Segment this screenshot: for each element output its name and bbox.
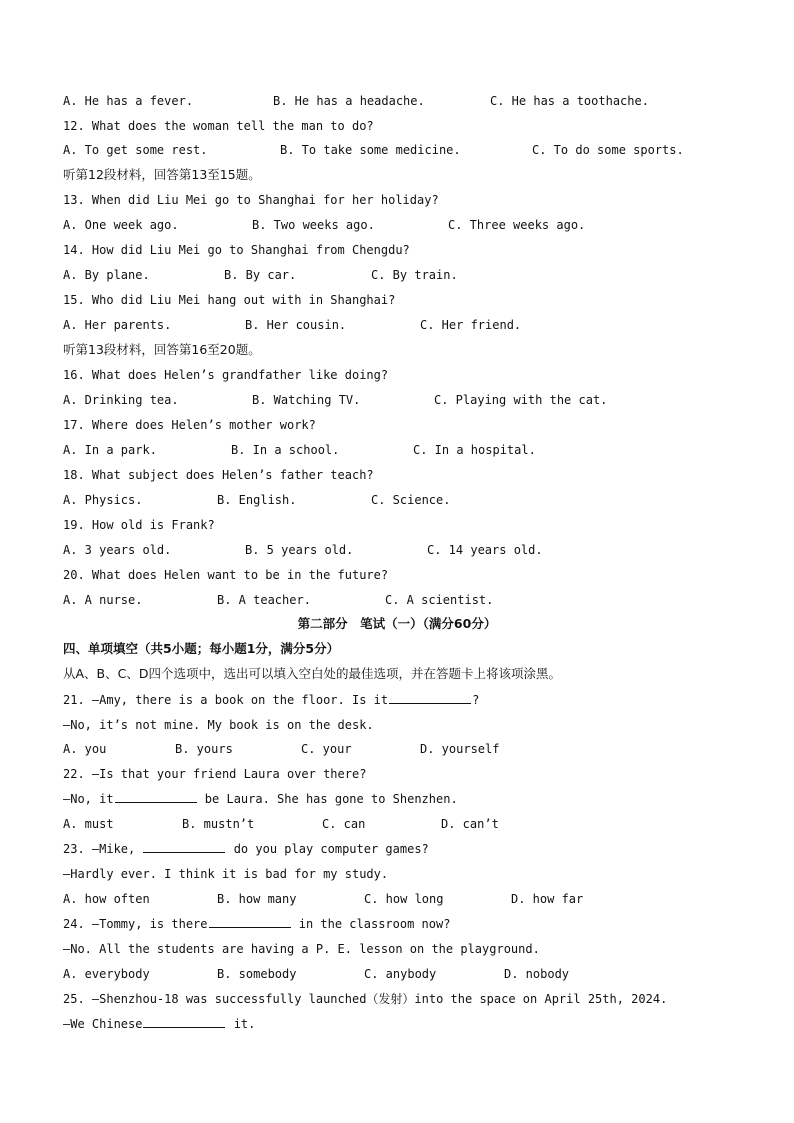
q17-option-b: B. In a school. [231,443,340,457]
q22-line1: 22. —Is that your friend Laura over there? [63,767,367,781]
q22-line2 [63,790,458,808]
q16-option-c: C. Playing with the cat. [434,393,608,407]
q24-option-b: B. somebody [217,967,297,981]
q24-option-a: A. everybody [63,967,150,981]
q22-blank [115,790,197,803]
q24-options [63,965,570,983]
q21-options [63,740,500,758]
q20-option-c: C. A scientist. [385,593,494,607]
q11-option-a: A. He has a fever. [63,94,194,108]
q19-option-b: B. 5 years old. [245,543,354,557]
q19-option-c: C. 14 years old. [427,543,543,557]
q21-line1-text: 21. —Amy, there is a book on the floor. Is it [63,693,389,707]
q17-options [63,441,536,459]
q14-stem: 14. How did Liu Mei go to Shanghai from Chengdu? [63,243,410,257]
q24-blank [209,915,291,928]
q11-option-b: B. He has a headache. [273,94,425,108]
q21-blank [389,691,471,704]
q13-options [63,216,586,234]
q23-option-c: C. how long [364,892,444,906]
q14-option-b: B. By car. [224,268,297,282]
q18-option-b: B. English. [217,493,297,507]
q13-stem: 13. When did Liu Mei go to Shanghai for her holiday? [63,193,439,207]
q16-option-a: A. Drinking tea. [63,393,179,407]
q20-option-b: B. A teacher. [217,593,311,607]
q24-option-d: D. nobody [504,967,570,981]
q21-line1-end: ? [472,693,480,707]
q16-options [63,391,608,409]
q15-option-c: C. Her friend. [420,318,522,332]
q22-option-b: B. mustn’t [182,817,255,831]
q22-options [63,815,499,833]
q12-options [63,141,684,159]
q15-options [63,316,522,334]
q19-options [63,541,543,559]
q13-option-c: C. Three weeks ago. [448,218,586,232]
q22-line2-text: —No, it [63,792,114,806]
instruction-section-13: 听第13段材料，回答第16至20题。 [63,342,261,357]
q24-line2: —No. All the students are having a P. E. lesson on the playground. [63,942,540,956]
q23-blank [143,840,225,853]
q25-line2-end: it. [226,1017,256,1031]
q23-options [63,890,584,908]
q23-option-a: A. how often [63,892,150,906]
q23-line1-end: do you play computer games? [226,842,429,856]
q14-option-c: C. By train. [371,268,458,282]
q20-option-a: A. A nurse. [63,593,143,607]
q12-stem: 12. What does the woman tell the man to do? [63,119,374,133]
q15-option-b: B. Her cousin. [245,318,347,332]
q24-line1-text: 24. —Tommy, is there [63,917,208,931]
q18-stem: 18. What subject does Helen’s father teach? [63,468,374,482]
q16-stem: 16. What does Helen’s grandfather like doing? [63,368,389,382]
q22-option-c: C. can [322,817,366,831]
q23-line2: —Hardly ever. I think it is bad for my study. [63,867,389,881]
q16-option-b: B. Watching TV. [252,393,361,407]
q21-option-b: B. yours [175,742,233,756]
q21-option-d: D. yourself [420,742,500,756]
q22-line2-end: be Laura. She has gone to Shenzhen. [197,792,458,806]
q15-option-a: A. Her parents. [63,318,172,332]
q22-option-d: D. can’t [441,817,499,831]
q25-line1: 25. —Shenzhou-18 was successfully launched（发射）into the space on April 25th, 2024. [63,992,668,1006]
q17-option-a: A. In a park. [63,443,157,457]
q23-line1 [63,840,429,858]
q13-option-a: A. One week ago. [63,218,179,232]
q24-line1 [63,915,450,933]
q24-line1-end: in the classroom now? [291,917,451,931]
q19-option-a: A. 3 years old. [63,543,172,557]
q25-line2 [63,1015,255,1033]
q21-option-a: A. you [63,742,107,756]
q18-option-c: C. Science. [371,493,451,507]
q11-option-c: C. He has a toothache. [490,94,649,108]
section4-instruction: 从A、B、C、D四个选项中，选出可以填入空白处的最佳选项，并在答题卡上将该项涂黑。 [63,666,561,681]
section4-title: 四、单项填空（共5小题；每小题1分，满分5分） [63,641,340,656]
q24-option-c: C. anybody [364,967,437,981]
q18-option-a: A. Physics. [63,493,143,507]
q17-option-c: C. In a hospital. [413,443,536,457]
q14-options [63,266,458,284]
q17-stem: 17. Where does Helen’s mother work? [63,418,316,432]
part2-title: 第二部分 笔试（一）（满分60分） [297,616,497,631]
q12-option-c: C. To do some sports. [532,143,684,157]
instruction-section-12: 听第12段材料，回答第13至15题。 [63,167,261,182]
q11-options [63,92,649,110]
q12-option-b: B. To take some medicine. [280,143,461,157]
q14-option-a: A. By plane. [63,268,150,282]
q23-option-b: B. how many [217,892,297,906]
q25-blank [143,1015,225,1028]
q18-options [63,491,451,509]
q23-line1-text: 23. —Mike, [63,842,143,856]
q19-stem: 19. How old is Frank? [63,518,215,532]
q13-option-b: B. Two weeks ago. [252,218,375,232]
q12-option-a: A. To get some rest. [63,143,208,157]
q25-line2-text: —We Chinese [63,1017,143,1031]
q20-stem: 20. What does Helen want to be in the future? [63,568,389,582]
q21-line1 [63,691,479,709]
q15-stem: 15. Who did Liu Mei hang out with in Shanghai? [63,293,396,307]
q21-line2: —No, it’s not mine. My book is on the desk. [63,718,374,732]
q23-option-d: D. how far [511,892,584,906]
q21-option-c: C. your [301,742,352,756]
q22-option-a: A. must [63,817,114,831]
q20-options [63,591,494,609]
